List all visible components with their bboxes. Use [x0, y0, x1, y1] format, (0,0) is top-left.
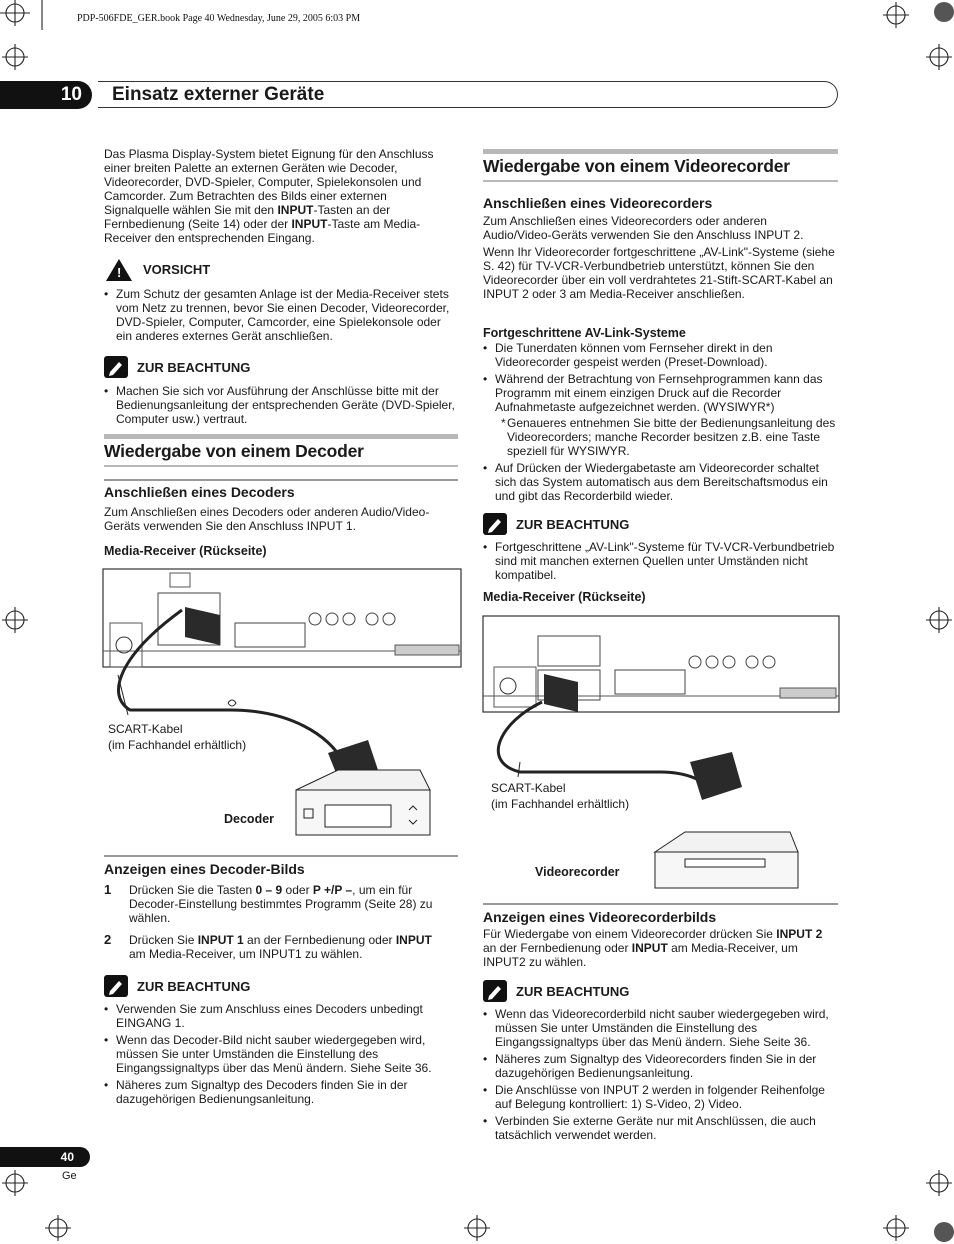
note-icon	[483, 980, 507, 1002]
chapter-number: 10	[0, 81, 92, 109]
section-title-decoder: Wiedergabe von einem Decoder	[104, 441, 364, 461]
caution-title: VORSICHT	[143, 262, 211, 277]
note-list	[104, 384, 459, 429]
subsection-title: Anzeigen eines Decoder-Bilds	[104, 861, 305, 877]
subsection-title: Anzeigen eines Videorecorderbilds	[483, 909, 717, 925]
page-number: 40	[0, 1147, 90, 1167]
note-title: ZUR BEACHTUNG	[516, 984, 630, 999]
chapter-title: Einsatz externer Geräte	[98, 81, 838, 108]
list-item: • Machen Sie sich vor Ausführung der Anschlüsse bitte mit der Bedienungsanleitung der entsprechenden Geräte (DVD-Spieler, Computer usw.) vertraut.	[104, 384, 459, 426]
footnote: * Genaueres entnehmen Sie bitte der Bedienungsanleitung des Videorecorders; manche Recorder besitzen z.B. eine Taste speziell für WYSIWYR.	[501, 416, 836, 458]
diagram-label: Media-Receiver (Rückseite)	[104, 544, 267, 558]
av-link-list	[483, 341, 838, 417]
vcr-connection-diagram	[480, 612, 842, 890]
intro-paragraph: Das Plasma Display-System bietet Eignung für den Anschluss einer breiten Palette an externen Geräten wie Decoder, Videorecorder, DVD-Spieler, Computer, Spielekonsolen und Camcorder. Zum Betrachten des Bilds einer externen Signalquelle wählen Sie mit den INPUT-Tasten an der Fernbedienung (Seite 14) oder der INPUT-Taste am Media- Receiver den entsprechenden Eingang.	[104, 147, 434, 245]
subsection-title: Anschließen eines Decoders	[104, 484, 295, 500]
paragraph: Wenn Ihr Videorecorder fortgeschrittene „AV-Link"-Systeme (siehe S. 42) für TV-VCR-Verbundbetrieb unterstützt, können Sie den Videorecorder über ein voll verdrahtetes 21-Stift-SCART-Kabel an INPUT 2 oder 3 am Media-Receiver anschließen.	[483, 245, 835, 301]
decoder-connection-diagram	[100, 565, 462, 840]
list-item: • Näheres zum Signaltyp des Videorecorders finden Sie in der dazugehörigen Bedienungsanleitung.	[483, 1052, 838, 1080]
list-item: • Zum Schutz der gesamten Anlage ist der Media-Receiver stets vom Netz zu trennen, bevor Sie einen Decoder, Videorecorder, DVD-Spieler, Computer, Camcorder, eine Spielekonsole oder ein anderes externes Gerät anschließen.	[104, 287, 459, 343]
diagram-label: Media-Receiver (Rückseite)	[483, 590, 646, 604]
note-title: ZUR BEACHTUNG	[137, 979, 251, 994]
list-item: • Verbinden Sie externe Geräte nur mit Anschlüssen, die auch tatsächlich verwendet werden.	[483, 1114, 838, 1142]
note-list	[483, 1007, 838, 1145]
note-list	[104, 1002, 459, 1109]
list-item: • Näheres zum Signaltyp des Decoders finden Sie in der dazugehörigen Bedienungsanleitung.	[104, 1078, 459, 1106]
list-item: • Auf Drücken der Wiedergabetaste am Videorecorder schaltet sich das System automatisch aus dem Bereitschaftsmodus ein und gibt das Recorderbild wieder.	[483, 461, 838, 503]
paragraph: Zum Anschließen eines Decoders oder anderen Audio/Video-Geräts verwenden Sie den Anschluss INPUT 1.	[104, 505, 430, 533]
note-icon	[483, 513, 507, 535]
device-label-decoder: Decoder	[224, 812, 275, 826]
list-item: • Wenn das Videorecorderbild nicht sauber wiedergegeben wird, müssen Sie unter Umständen die Einstellung des Eingangssignaltyps über das Menü ändern. Siehe Seite 36.	[483, 1007, 838, 1049]
subsection-title: Anschließen eines Videorecorders	[483, 195, 713, 211]
list-item: • Wenn das Decoder-Bild nicht sauber wiedergegeben wird, müssen Sie unter Umständen die Einstellung des Eingangssignaltyps über das Menü ändern. Siehe Seite 36.	[104, 1033, 459, 1075]
note-icon	[104, 356, 128, 378]
list-item: • Die Tunerdaten können vom Fernseher direkt in den Videorecorder gespeist werden (Preset-Download).	[483, 341, 838, 369]
caution-list	[104, 287, 459, 346]
paragraph: Für Wiedergabe von einem Videorecorder drücken Sie INPUT 2 an der Fernbedienung oder INPUT am Media-Receiver, um INPUT2 zu wählen.	[483, 927, 823, 969]
list-item: • Die Anschlüsse von INPUT 2 werden in folgender Reihenfolge auf Belegung kontrolliert: 1) S-Video, 2) Video.	[483, 1083, 838, 1111]
step-text: Drücken Sie INPUT 1 an der Fernbedienung oder INPUT am Media-Receiver, um INPUT1 zu wählen.	[129, 933, 432, 961]
section-title-vcr: Wiedergabe von einem Videorecorder	[483, 156, 790, 176]
device-label-vcr: Videorecorder	[535, 865, 620, 879]
note-icon	[104, 975, 128, 997]
paragraph: Zum Anschließen eines Videorecorders oder anderen Audio/Video-Geräts verwenden Sie den Anschluss INPUT 2.	[483, 214, 804, 242]
file-header-line: PDP-506FDE_GER.book Page 40 Wednesday, June 29, 2005 6:03 PM	[77, 13, 361, 24]
step-number: 2	[104, 932, 112, 947]
list-item: • Fortgeschrittene „AV-Link"-Systeme für TV-VCR-Verbundbetrieb sind mit manchen externen Quellen unter Umständen nicht kompatibel.	[483, 540, 838, 582]
step-number: 1	[104, 882, 112, 897]
note-list	[483, 540, 838, 585]
note-title: ZUR BEACHTUNG	[137, 360, 251, 375]
cable-label: SCART-Kabel (im Fachhandel erhältlich)	[108, 722, 247, 752]
av-link-list-2	[483, 461, 838, 506]
av-link-title: Fortgeschrittene AV-Link-Systeme	[483, 326, 686, 340]
list-item: • Während der Betrachtung von Fernsehprogrammen kann das Programm mit einem einzigen Druck auf die Recorder Aufnahmetaste aufgezeichnet werden. (WYSIWYR*)	[483, 372, 838, 414]
list-item: • Verwenden Sie zum Anschluss eines Decoders unbedingt EINGANG 1.	[104, 1002, 459, 1030]
language-code: Ge	[62, 1170, 77, 1182]
note-title: ZUR BEACHTUNG	[516, 517, 630, 532]
step-text: Drücken Sie die Tasten 0 – 9 oder P +/P –, um ein für Decoder-Einstellung bestimmtes Programm (Seite 28) zu wählen.	[129, 883, 433, 925]
cable-label: SCART-Kabel (im Fachhandel erhältlich)	[491, 781, 630, 811]
